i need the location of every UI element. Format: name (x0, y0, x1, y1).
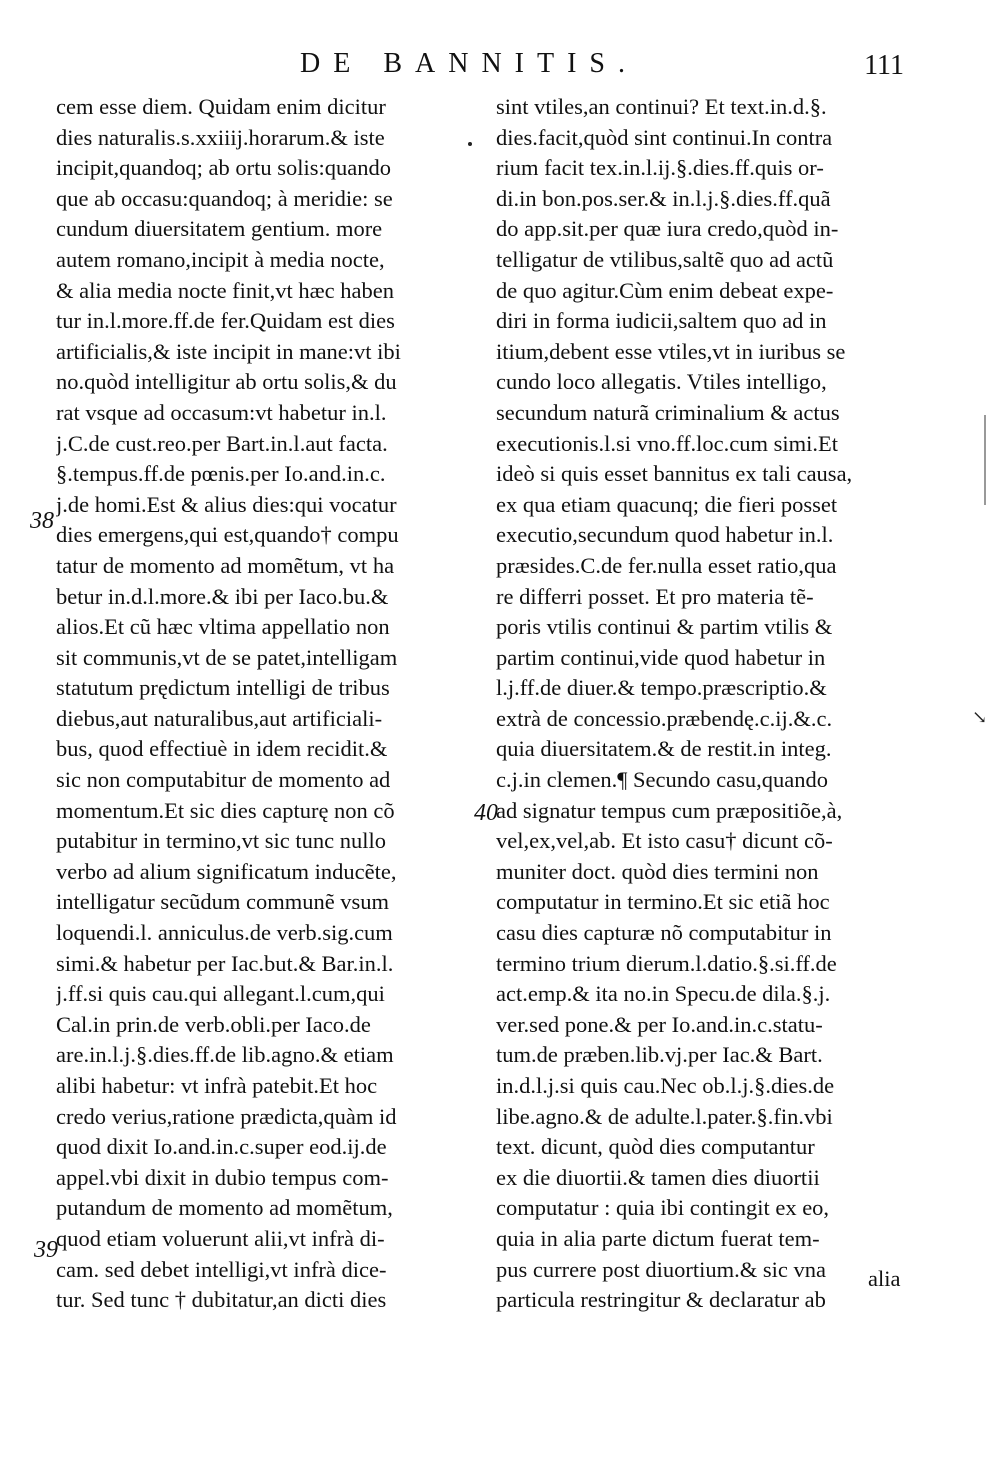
text-line: momentum.Et sic dies capturę non cõ (56, 797, 395, 823)
text-line: executio,secundum quod habetur in.l. (496, 522, 834, 548)
text-line: di.in bon.pos.ser.& in.l.j.§.dies.ff.quã (496, 185, 831, 211)
text-line: artificialis,& iste incipit in mane:vt ibi (56, 338, 401, 364)
text-line: loquendi.l. anniculus.de verb.sig.cum (56, 920, 393, 946)
text-line: ex die diuortii.& tamen dies diuortii (496, 1164, 820, 1190)
text-line: l.j.ff.de diuer.& tempo.præscriptio.& (496, 675, 827, 701)
text-line: j.ff.si quis cau.qui allegant.l.cum,qui (56, 981, 385, 1007)
text-line: are.in.l.j.§.dies.ff.de lib.agno.& etiam (56, 1042, 394, 1068)
text-line: tur. Sed tunc † dubitatur,an dicti dies (56, 1287, 387, 1313)
text-line: itium,debent esse vtiles,vt in iuribus se (496, 338, 846, 364)
text-line: Cal.in prin.de verb.obli.per Iaco.de (56, 1011, 371, 1037)
margin-number: 39 (34, 1237, 58, 1263)
text-line: sic non computabitur de momento ad (56, 767, 391, 793)
text-line: cem esse diem. Quidam enim dicitur (56, 94, 386, 119)
ink-dot (468, 142, 472, 146)
text-line: computatur : quia ibi contingit ex eo, (496, 1195, 830, 1221)
left-text-column (56, 92, 468, 1316)
text-line: computatur in termino.Et sic etiã hoc (496, 889, 830, 915)
text-line: in.d.l.j.si quis cau.Nec ob.l.j.§.dies.de (496, 1073, 835, 1098)
text-line: quod etiam voluerunt alii,vt infrà di- (56, 1225, 385, 1251)
text-line: poris vtilis continui & partim vtilis & (496, 614, 833, 640)
text-line: j.de homi.Est & alius dies:qui vocatur (56, 491, 397, 517)
margin-number: 40 (474, 800, 498, 826)
ink-mark: ↘ (972, 707, 988, 728)
text-line: sint vtiles,an continui? Et text.in.d.§. (496, 94, 827, 119)
text-line: cundum diuersitatem gentium. more (56, 216, 383, 242)
text-line: putandum de momento ad momẽtum, (56, 1195, 393, 1221)
text-line: tum.de præben.lib.vj.per Iac.& Bart. (496, 1042, 823, 1068)
text-line: pus currere post diuortium.& sic vna (496, 1256, 826, 1282)
text-line: rat vsque ad occasum:vt habetur in.l. (56, 399, 387, 425)
text-line: rium facit tex.in.l.ij.§.dies.ff.quis or- (496, 155, 824, 181)
text-line: bus, quod effectiuè in idem recidit.& (56, 736, 388, 762)
text-line: alibi habetur: vt infrà patebit.Et hoc (56, 1073, 378, 1098)
catchword: alia (868, 1266, 901, 1291)
text-line: que ab occasu:quandoq; à meridie: se (56, 185, 393, 211)
text-line: §.tempus.ff.de pœnis.per Io.and.in.c. (56, 461, 386, 487)
text-line: simi.& habetur per Iac.but.& Bar.in.l. (56, 950, 394, 976)
text-line: ver.sed pone.& per Io.and.in.c.statu- (496, 1011, 823, 1037)
text-line: intelligatur secũdum communẽ vsum (56, 889, 390, 915)
text-line: muniter doct. quòd dies termini non (496, 858, 819, 884)
text-line: ideò si quis esset bannitus ex tali causa, (496, 461, 853, 487)
text-line: quod dixit Io.and.in.c.super eod.ij.de (56, 1134, 387, 1160)
text-line: quia diuersitatem.& de restit.in integ. (496, 736, 832, 762)
text-line: verbo ad alium significatum inducẽte, (56, 858, 397, 884)
text-line: tatur de momento ad momẽtum, vt ha (56, 552, 395, 578)
text-line: act.emp.& ita no.in Specu.de dila.§.j. (496, 981, 831, 1007)
text-line: appel.vbi dixit in dubio tempus com- (56, 1164, 389, 1190)
text-line: de quo agitur.Cùm enim debeat expe- (496, 277, 834, 303)
text-line: sit communis,vt de se patet,intelligam (56, 644, 398, 670)
text-line: statutum prędictum intelligi de tribus (56, 675, 390, 701)
text-line: credo verius,ratione prædicta,quàm id (56, 1103, 397, 1129)
text-line: diebus,aut naturalibus,aut artificiali- (56, 705, 383, 731)
margin-number: 38 (30, 508, 54, 534)
text-line: & alia media nocte finit,vt hæc haben (56, 277, 395, 303)
text-line: re differri posset. Et pro materia tẽ- (496, 583, 814, 609)
text-line: diri in forma iudicii,saltem quo ad in (496, 308, 827, 334)
text-line: dies emergens,qui est,quando† compu (56, 522, 399, 548)
text-line: termino trium dierum.l.datio.§.si.ff.de (496, 950, 837, 976)
text-line: quia in alia parte dictum fuerat tem- (496, 1225, 820, 1251)
text-line: cundo loco allegatis. Vtiles intelligo, (496, 369, 827, 395)
text-line: extrà de concessio.præbendę.c.ij.&.c. (496, 705, 833, 731)
text-line: alios.Et cũ hæc vltima appellatio non (56, 614, 390, 640)
text-line: particula restringitur & declaratur ab (496, 1287, 826, 1313)
text-line: ad signatur tempus cum præpositiõe,à, (496, 797, 843, 823)
text-line: secundum naturã criminalium & actus (496, 399, 840, 425)
text-line: ex qua etiam quacunq; die fieri posset (496, 491, 838, 517)
text-line: do app.sit.per quæ iura credo,quòd in- (496, 216, 839, 242)
text-line: c.j.in clemen.¶ Secundo casu,quando (496, 767, 828, 793)
text-line: cam. sed debet intelligi,vt infrà dice- (56, 1256, 387, 1282)
text-line: vel,ex,vel,ab. Et isto casu† dicunt cõ- (496, 828, 833, 854)
folio-number: 111 (864, 50, 904, 81)
text-line: præsides.C.de fer.nulla esset ratio,qua (496, 552, 837, 578)
right-text-column (496, 92, 908, 1316)
text-line: putabitur in termino,vt sic tunc nullo (56, 828, 386, 854)
text-line: dies.facit,quòd sint continui.In contra (496, 124, 833, 150)
text-line: tur in.l.more.ff.de fer.Quidam est dies (56, 308, 395, 334)
text-line: j.C.de cust.reo.per Bart.in.l.aut facta. (56, 430, 388, 456)
text-line: telligatur de vtilibus,saltẽ quo ad actũ (496, 246, 834, 272)
text-line: betur in.d.l.more.& ibi per Iaco.bu.& (56, 583, 389, 609)
text-line: casu dies capturæ nõ computabitur in (496, 920, 832, 946)
text-line: dies naturalis.s.xxiiij.horarum.& iste (56, 124, 385, 150)
page-header (0, 46, 1000, 90)
running-title: DE BANNITIS. (300, 48, 638, 79)
text-line: autem romano,incipit à media nocte, (56, 246, 385, 272)
text-line: partim continui,vide quod habetur in (496, 644, 826, 670)
page-edge-mark (984, 415, 986, 505)
text-line: no.quòd intelligitur ab ortu solis,& du (56, 369, 397, 395)
text-line: executionis.l.si vno.ff.loc.cum simi.Et (496, 430, 839, 456)
text-line: libe.agno.& de adulte.l.pater.§.fin.vbi (496, 1103, 833, 1129)
text-line: incipit,quandoq; ab ortu solis:quando (56, 155, 391, 181)
text-line: text. dicunt, quòd dies computantur (496, 1134, 815, 1160)
